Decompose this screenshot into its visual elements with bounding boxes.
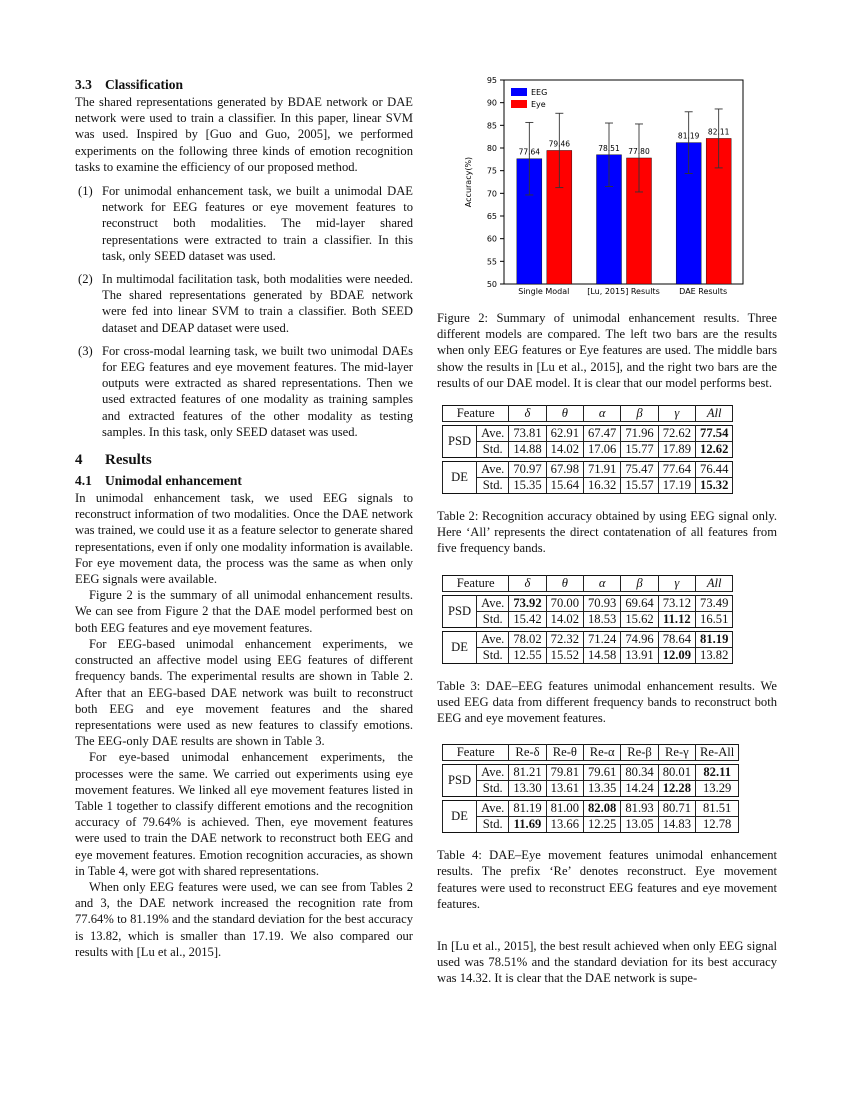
- section-4-1-heading: [75, 472, 413, 490]
- table-cell: 82.08: [584, 801, 621, 817]
- table-cell: 13.61: [546, 781, 583, 797]
- table-cell: 77.54: [696, 426, 733, 442]
- table-cell: 13.66: [546, 817, 583, 833]
- section-title: Results: [105, 452, 152, 469]
- table-row: [443, 442, 733, 458]
- row-label: Std.: [477, 478, 509, 494]
- task-list: [75, 183, 413, 440]
- bar-value-label: 77.80: [628, 146, 650, 156]
- table-cell: 11.12: [658, 611, 695, 627]
- table-cell: 12.25: [584, 817, 621, 833]
- table-cell: 79.61: [584, 765, 621, 781]
- table-cell: 17.06: [584, 442, 621, 458]
- y-tick-label: 50: [486, 280, 497, 289]
- table-cell: 13.29: [696, 781, 739, 797]
- legend-swatch-eeg: [511, 88, 527, 96]
- paragraph: For eye-based unimodal enhancement experiments, the processes were the same. We carried out experiments using eye movement features. We linked all eye movement features listed in Table 1 together to classify different emotions and the recognition accuracy of 79.64% is achieved. Then, eye movement features were used to train the DAE network to reconstruct both EEG and eye movement features. Emotion recognition accuracies, as shown in Table 4, were got with shared representations.: [75, 750, 413, 878]
- row-label: Ave.: [477, 631, 509, 647]
- table-cell: 13.30: [509, 781, 546, 797]
- table-cell: 81.51: [696, 801, 739, 817]
- table-header-row: [443, 575, 733, 591]
- table-cell: 71.91: [584, 462, 621, 478]
- list-item: [75, 343, 413, 440]
- table-cell: 18.53: [584, 611, 621, 627]
- table-row: [443, 478, 733, 494]
- y-tick-label: 85: [486, 121, 497, 131]
- table-cell: 12.78: [696, 817, 739, 833]
- column-header: Re-δ: [509, 745, 546, 761]
- column-header: Re-α: [584, 745, 621, 761]
- table-cell: 80.71: [658, 801, 695, 817]
- table-3: [442, 575, 733, 664]
- table-cell: 81.21: [509, 765, 546, 781]
- figure-2-chart: [451, 74, 751, 296]
- section-number: 4.1: [75, 473, 92, 489]
- section-4-heading: [75, 450, 413, 470]
- row-label: Ave.: [477, 426, 509, 442]
- list-number: (2): [78, 272, 93, 287]
- feature-group-label: DE: [443, 462, 477, 494]
- column-header: θ: [546, 406, 583, 422]
- column-header: δ: [509, 406, 546, 422]
- table-cell: 14.02: [546, 442, 583, 458]
- column-header: γ: [658, 406, 695, 422]
- column-header: All: [696, 406, 733, 422]
- table-cell: 67.47: [584, 426, 621, 442]
- table-cell: 69.64: [621, 595, 658, 611]
- table-cell: 77.64: [658, 462, 695, 478]
- table-cell: 73.49: [696, 595, 733, 611]
- table-cell: 15.57: [621, 478, 658, 494]
- table-cell: 81.19: [509, 801, 546, 817]
- row-label: Std.: [477, 781, 509, 797]
- classification-paragraph: The shared representations generated by BDAE network or DAE network were used to train a classifier. In this paper, linear SVM was used. Inspired by [Guo and Guo, 2005], we performed experiments on the following three kinds of emotion recognition tasks to examine the efficiency of our proposed method.: [75, 95, 413, 174]
- table-cell: 62.91: [546, 426, 583, 442]
- table-cell: 15.42: [509, 611, 546, 627]
- legend-swatch-eye: [511, 100, 527, 108]
- table-cell: 80.34: [621, 765, 658, 781]
- table-cell: 14.88: [509, 442, 546, 458]
- table-cell: 15.52: [546, 647, 583, 663]
- table-cell: 73.81: [509, 426, 546, 442]
- table-cell: 11.69: [509, 817, 546, 833]
- table-header-row: [443, 745, 739, 761]
- table-cell: 14.02: [546, 611, 583, 627]
- table-2: [442, 405, 733, 494]
- y-tick-label: 55: [486, 257, 497, 267]
- table-cell: 15.32: [696, 478, 733, 494]
- paragraph: Figure 2 is the summary of all unimodal enhancement results. We can see from Figure 2 that the DAE model performed best on both EEG features and eye movement features.: [75, 588, 413, 635]
- left-column: [75, 72, 413, 960]
- column-header: Feature: [443, 745, 509, 761]
- table-cell: 81.19: [696, 631, 733, 647]
- table-cell: 17.19: [658, 478, 695, 494]
- list-item: [75, 271, 413, 336]
- paragraph: For EEG-based unimodal enhancement experiments, we constructed an affective model using EEG features of different frequency bands. The experimental results are shown in Table 2. After that an EEG-based DAE network was built to reconstruct both EEG and eye movement features and the shared representations were used as new features to classify emotions. The EEG-only DAE results are shown in Table 3.: [75, 636, 413, 749]
- table-cell: 15.62: [621, 611, 658, 627]
- table-cell: 12.09: [658, 647, 695, 663]
- table-cell: 67.98: [546, 462, 583, 478]
- column-header: γ: [658, 575, 695, 591]
- x-tick-label: Single Modal: [518, 287, 570, 296]
- y-tick-label: 75: [486, 166, 497, 176]
- section-number: 4: [75, 452, 83, 469]
- column-header: α: [584, 406, 621, 422]
- table-cell: 78.02: [509, 631, 546, 647]
- paragraph: In [Lu et al., 2015], the best result achieved when only EEG signal used was 78.51% and the standard deviation for its best accuracy was 14.32. It is clear that the DAE network is supe-: [437, 939, 777, 986]
- table-cell: 15.35: [509, 478, 546, 494]
- table-cell: 14.24: [621, 781, 658, 797]
- figure-2-caption: Figure 2: Summary of unimodal enhancement results. Three different models are compared. The left two bars are the results when only EEG features or Eye features are used. The middle bars show the results in [Lu et al., 2015], and the right two bars are the results of our DAE model. It is clear that our model performs best.: [437, 311, 777, 390]
- table-cell: 72.62: [658, 426, 695, 442]
- bar-value-label: 79.46: [548, 139, 571, 149]
- row-label: Ave.: [477, 765, 509, 781]
- column-header: All: [696, 575, 733, 591]
- legend-label: EEG: [531, 88, 548, 97]
- table-cell: 13.82: [696, 647, 733, 663]
- table-4: [442, 744, 739, 833]
- section-3-3-heading: [75, 76, 413, 94]
- feature-group-label: PSD: [443, 426, 477, 458]
- table-cell: 74.96: [621, 631, 658, 647]
- table-cell: 13.05: [621, 817, 658, 833]
- row-label: Ave.: [477, 595, 509, 611]
- table-row: [443, 647, 733, 663]
- y-axis-label: Accuracy(%): [464, 156, 473, 208]
- row-label: Std.: [477, 611, 509, 627]
- row-label: Std.: [477, 647, 509, 663]
- table-cell: 79.81: [546, 765, 583, 781]
- table-cell: 70.00: [546, 595, 583, 611]
- feature-group-label: PSD: [443, 595, 477, 627]
- table-row: [443, 595, 733, 611]
- table-row: [443, 801, 739, 817]
- table-cell: 76.44: [696, 462, 733, 478]
- row-label: Std.: [477, 442, 509, 458]
- paragraph: When only EEG features were used, we can see from Tables 2 and 3, the DAE network increased the recognition rate from 77.64% to 81.19% and the standard deviation for the best accuracy is 13.82, which is smaller than 17.19. We also compared our results with [Lu et al., 2015].: [75, 879, 413, 959]
- table-cell: 81.00: [546, 801, 583, 817]
- table-cell: 16.51: [696, 611, 733, 627]
- list-number: (3): [78, 343, 93, 358]
- column-header: Feature: [443, 575, 509, 591]
- table-row: [443, 462, 733, 478]
- column-header: δ: [509, 575, 546, 591]
- section-title: Classification: [105, 77, 184, 92]
- column-header: α: [584, 575, 621, 591]
- paragraph: In unimodal enhancement task, we used EEG signals to reconstruct information of two modalities. Once the DAE network was trained, we could use it as a feature selector to generate shared representations, even if only one modality information is available. For eye movement data, the process was the same as when only EEG signals were available.: [75, 491, 413, 587]
- section-number: 3.3: [75, 77, 92, 92]
- table-header-row: [443, 406, 733, 422]
- table-cell: 17.89: [658, 442, 695, 458]
- list-item: [75, 183, 413, 264]
- feature-group-label: DE: [443, 631, 477, 663]
- x-tick-label: [Lu, 2015] Results: [587, 287, 660, 296]
- table-cell: 81.93: [621, 801, 658, 817]
- column-header: Re-γ: [658, 745, 695, 761]
- column-header: θ: [546, 575, 583, 591]
- table-cell: 15.77: [621, 442, 658, 458]
- table-cell: 12.28: [658, 781, 695, 797]
- table-row: [443, 611, 733, 627]
- column-header: Re-θ: [546, 745, 583, 761]
- table-cell: 80.01: [658, 765, 695, 781]
- list-text: For cross-modal learning task, we built two unimodal DAEs for EEG features and eye movement features. The mid-layer outputs were extracted as shared representations. Then we used extracted features of one modality as training samples and extracted features of the other modality as testing samples. In this task, only SEED dataset was used.: [102, 343, 413, 439]
- table-4-caption: Table 4: DAE–Eye movement features unimodal enhancement results. The prefix ‘Re’ denotes reconstruct. Eye movement features were used to reconstruct EEG features and eye movement features.: [437, 848, 777, 911]
- column-header: Re-β: [621, 745, 658, 761]
- table-cell: 78.64: [658, 631, 695, 647]
- table-3-caption: Table 3: DAE–EEG features unimodal enhancement results. We used EEG data from different frequency bands to reconstruct both EEG and eye movement features.: [437, 678, 777, 726]
- bar-value-label: 78.51: [598, 143, 620, 153]
- table-cell: 70.97: [509, 462, 546, 478]
- table-cell: 82.11: [696, 765, 739, 781]
- feature-group-label: DE: [443, 801, 477, 833]
- bar-value-label: 81.19: [677, 131, 700, 141]
- table-cell: 72.32: [546, 631, 583, 647]
- table-row: [443, 426, 733, 442]
- y-tick-label: 70: [486, 189, 497, 199]
- table-row: [443, 765, 739, 781]
- table-cell: 13.91: [621, 647, 658, 663]
- table-cell: 13.35: [584, 781, 621, 797]
- bar-value-label: 77.64: [518, 147, 541, 157]
- table-cell: 14.58: [584, 647, 621, 663]
- column-header: β: [621, 575, 658, 591]
- column-header: Feature: [443, 406, 509, 422]
- table-row: [443, 781, 739, 797]
- column-header: Re-All: [696, 745, 739, 761]
- row-label: Ave.: [477, 462, 509, 478]
- bar-chart: [451, 74, 751, 296]
- table-cell: 71.96: [621, 426, 658, 442]
- table-cell: 15.64: [546, 478, 583, 494]
- bar-value-label: 82.11: [707, 127, 730, 137]
- table-cell: 14.83: [658, 817, 695, 833]
- y-tick-label: 65: [486, 212, 497, 221]
- table-cell: 73.12: [658, 595, 695, 611]
- list-text: In multimodal facilitation task, both modalities were needed. The shared representations generated by BDAE network were fed into linear SVM to train a classifier. Both SEED dataset and DEAP dataset were used.: [102, 272, 413, 335]
- list-text: For unimodal enhancement task, we built a unimodal DAE network for EEG features or eye movement features to reconstruct both modalities. The mid-layer shared representations were extracted to train a classifier. In this task, only SEED dataset was used.: [102, 184, 413, 263]
- table-cell: 12.55: [509, 647, 546, 663]
- table-cell: 73.92: [509, 595, 546, 611]
- table-cell: 70.93: [584, 595, 621, 611]
- legend-label: Eye: [531, 100, 546, 109]
- y-tick-label: 80: [486, 144, 497, 153]
- row-label: Std.: [477, 817, 509, 833]
- y-tick-label: 90: [486, 98, 497, 108]
- right-column: [437, 74, 777, 987]
- column-header: β: [621, 406, 658, 422]
- list-number: (1): [78, 184, 93, 199]
- table-row: [443, 817, 739, 833]
- table-cell: 16.32: [584, 478, 621, 494]
- y-tick-label: 60: [486, 234, 497, 244]
- row-label: Ave.: [477, 801, 509, 817]
- x-tick-label: DAE Results: [679, 287, 728, 296]
- table-2-caption: Table 2: Recognition accuracy obtained by using EEG signal only. Here ‘All’ represents the direct contatenation of all features from five frequency bands.: [437, 509, 777, 556]
- table-cell: 71.24: [584, 631, 621, 647]
- table-cell: 12.62: [696, 442, 733, 458]
- feature-group-label: PSD: [443, 765, 477, 797]
- y-tick-label: 95: [486, 76, 497, 85]
- section-title: Unimodal enhancement: [105, 473, 242, 489]
- table-cell: 75.47: [621, 462, 658, 478]
- table-row: [443, 631, 733, 647]
